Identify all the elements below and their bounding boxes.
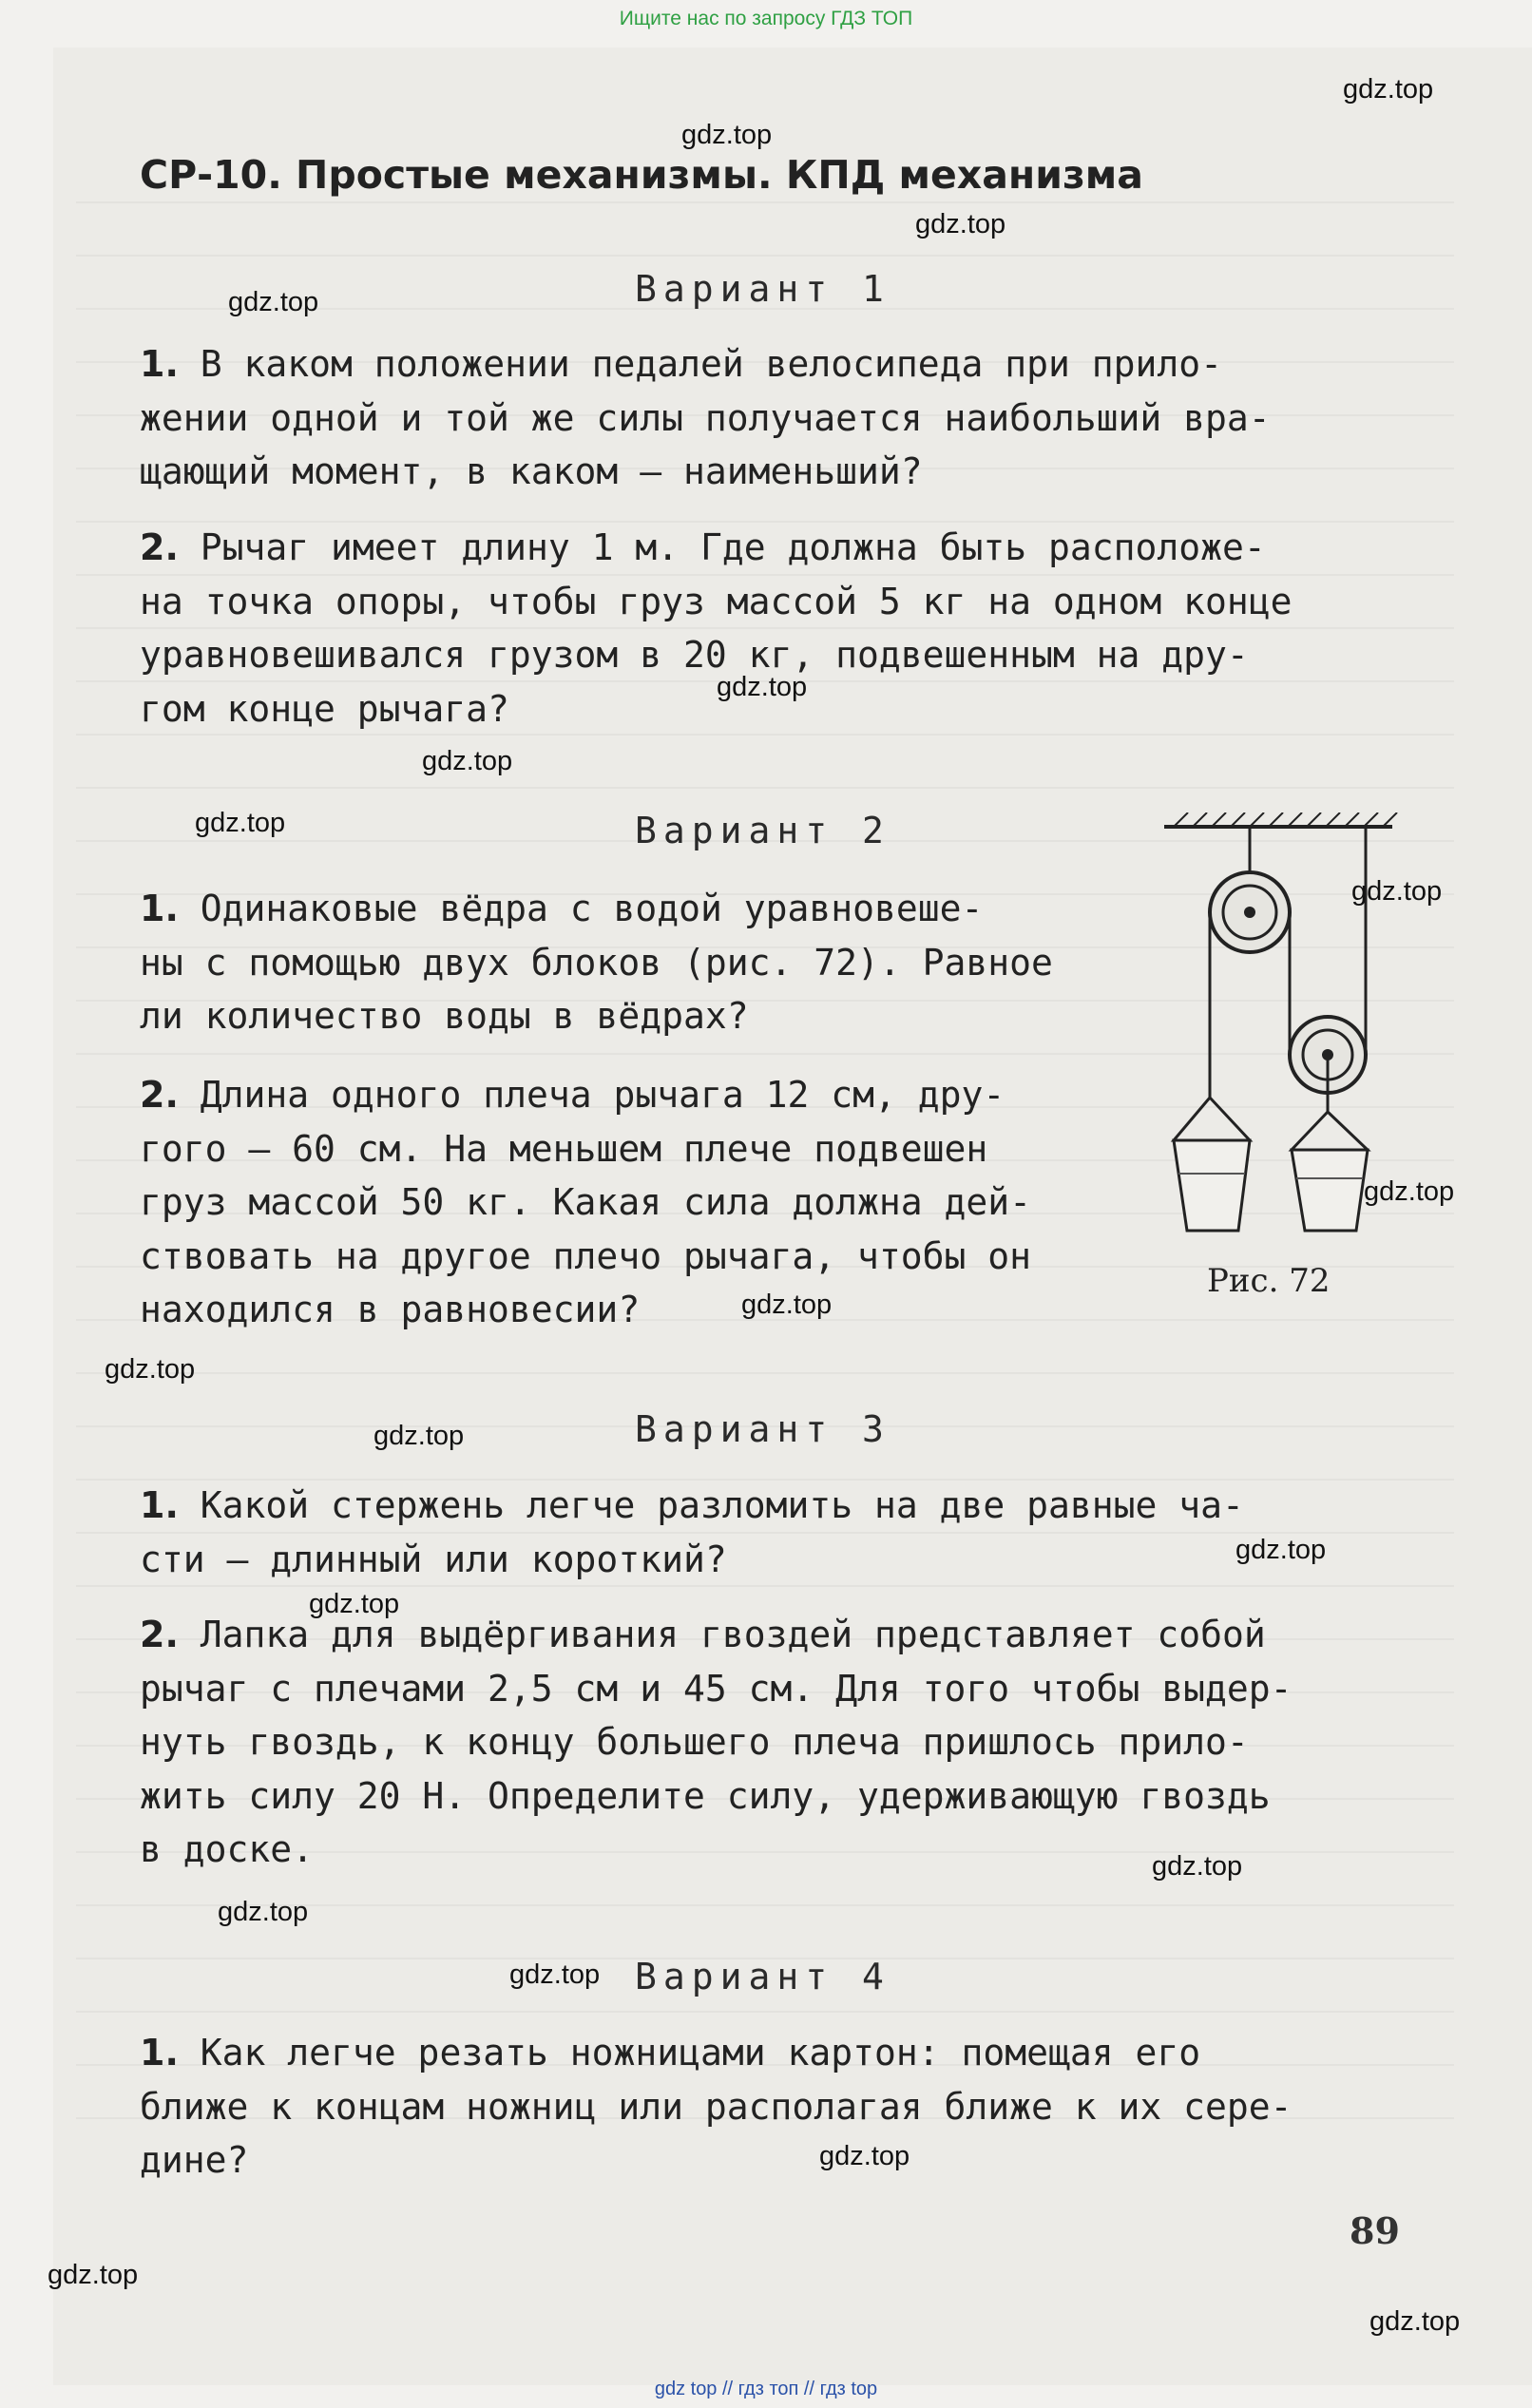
watermark: gdz.top <box>1351 876 1443 907</box>
watermark: gdz.top <box>195 808 286 838</box>
figure-caption: Рис. 72 <box>1207 1262 1331 1300</box>
task-line: на точка опоры, чтобы груз массой 5 кг на одном конце <box>140 580 1293 622</box>
watermark: gdz.top <box>105 1354 196 1385</box>
fixed-pulley <box>1210 827 1290 952</box>
task-line: Одинаковые вёдра с водой уравновеше- <box>200 888 984 929</box>
watermark: gdz.top <box>48 2260 139 2290</box>
task-line: нуть гвоздь, к концу большего плеча пришлось прило- <box>140 1721 1249 1763</box>
watermark: gdz.top <box>1152 1851 1243 1882</box>
task-line: щающий момент, в каком — наименьший? <box>140 450 923 492</box>
task-number: 2. <box>140 526 179 568</box>
watermark: gdz.top <box>819 2141 910 2171</box>
watermark: gdz.top <box>422 746 513 776</box>
task-line: ствовать на другое плечо рычага, чтобы он <box>140 1234 1031 1277</box>
watermark: gdz.top <box>228 287 319 317</box>
task-number: 1. <box>140 888 179 929</box>
watermark: gdz.top <box>1235 1535 1327 1565</box>
variant-2-heading: Вариант 2 <box>635 810 890 851</box>
variant-2-task-2 <box>140 1068 1138 1337</box>
page-number: 89 <box>1350 2209 1400 2252</box>
variant-1-task-2 <box>140 521 1413 736</box>
bucket-left <box>1174 1098 1250 1231</box>
task-line: сти — длинный или короткий? <box>140 1538 727 1580</box>
variant-4-task-1 <box>140 2026 1413 2188</box>
ceiling-hatching <box>1174 812 1397 827</box>
variant-1-task-1 <box>140 337 1413 499</box>
variant-3-heading: Вариант 3 <box>635 1408 890 1450</box>
page-title: СР-10. Простые механизмы. КПД механизма <box>140 152 1143 198</box>
watermark: gdz.top <box>741 1290 833 1320</box>
variant-4-heading: Вариант 4 <box>635 1956 890 1997</box>
task-number: 1. <box>140 2032 179 2074</box>
bucket-right <box>1292 1112 1368 1231</box>
watermark: gdz.top <box>509 1959 601 1990</box>
variant-2-task-1 <box>140 882 1138 1043</box>
task-number: 2. <box>140 1614 179 1655</box>
top-banner[interactable]: Ищите нас по запросу ГДЗ ТОП <box>619 8 913 29</box>
task-line: жении одной и той же силы получается наибольший вра- <box>140 396 1271 439</box>
movable-pulley <box>1290 1017 1366 1112</box>
watermark: gdz.top <box>373 1421 465 1451</box>
bottom-banner[interactable]: gdz top // гдз топ // гдз top <box>654 2379 878 2399</box>
task-line: уравновешивался грузом в 20 кг, подвешенным на дру- <box>140 634 1249 676</box>
task-line: Какой стержень легче разломить на две равные ча- <box>200 1484 1244 1526</box>
task-number: 1. <box>140 343 179 385</box>
watermark: gdz.top <box>717 672 808 702</box>
task-line: ны с помощью двух блоков (рис. 72). Равное <box>140 941 1053 984</box>
task-line: гого — 60 см. На меньшем плече подвешен <box>140 1127 988 1170</box>
watermark: gdz.top <box>915 209 1006 239</box>
watermark: gdz.top <box>1369 2306 1461 2337</box>
task-line: находился в равновесии? <box>140 1289 641 1330</box>
task-line: Лапка для выдёргивания гвоздей представляет собой <box>200 1614 1266 1655</box>
watermark: gdz.top <box>1364 1176 1455 1207</box>
task-line: груз массой 50 кг. Какая сила должна дей- <box>140 1181 1031 1223</box>
task-line: в доске. <box>140 1828 315 1870</box>
task-line: дине? <box>140 2139 249 2181</box>
task-number: 1. <box>140 1484 179 1526</box>
watermark: gdz.top <box>1343 74 1434 105</box>
watermark: gdz.top <box>218 1897 309 1927</box>
task-number: 2. <box>140 1074 179 1116</box>
task-line: жить силу 20 Н. Определите силу, удерживающую гвоздь <box>140 1774 1271 1817</box>
watermark: gdz.top <box>309 1589 400 1619</box>
task-line: Рычаг имеет длину 1 м. Где должна быть расположе- <box>200 526 1266 568</box>
task-line: ли количество воды в вёдрах? <box>140 995 749 1037</box>
task-line: Как легче резать ножницами картон: помещая его <box>200 2032 1201 2074</box>
variant-1-heading: Вариант 1 <box>635 268 890 310</box>
variant-3-task-1 <box>140 1479 1413 1586</box>
task-line: В каком положении педалей велосипеда при прило- <box>200 343 1223 385</box>
task-line: рычаг с плечами 2,5 см и 45 см. Для того чтобы выдер- <box>140 1667 1293 1710</box>
watermark: gdz.top <box>681 120 773 150</box>
task-line: ближе к концам ножниц или располагая ближе к их сере- <box>140 2085 1293 2128</box>
variant-3-task-2 <box>140 1608 1413 1877</box>
task-line: Длина одного плеча рычага 12 см, дру- <box>200 1074 1005 1116</box>
task-line: гом конце рычага? <box>140 687 509 730</box>
